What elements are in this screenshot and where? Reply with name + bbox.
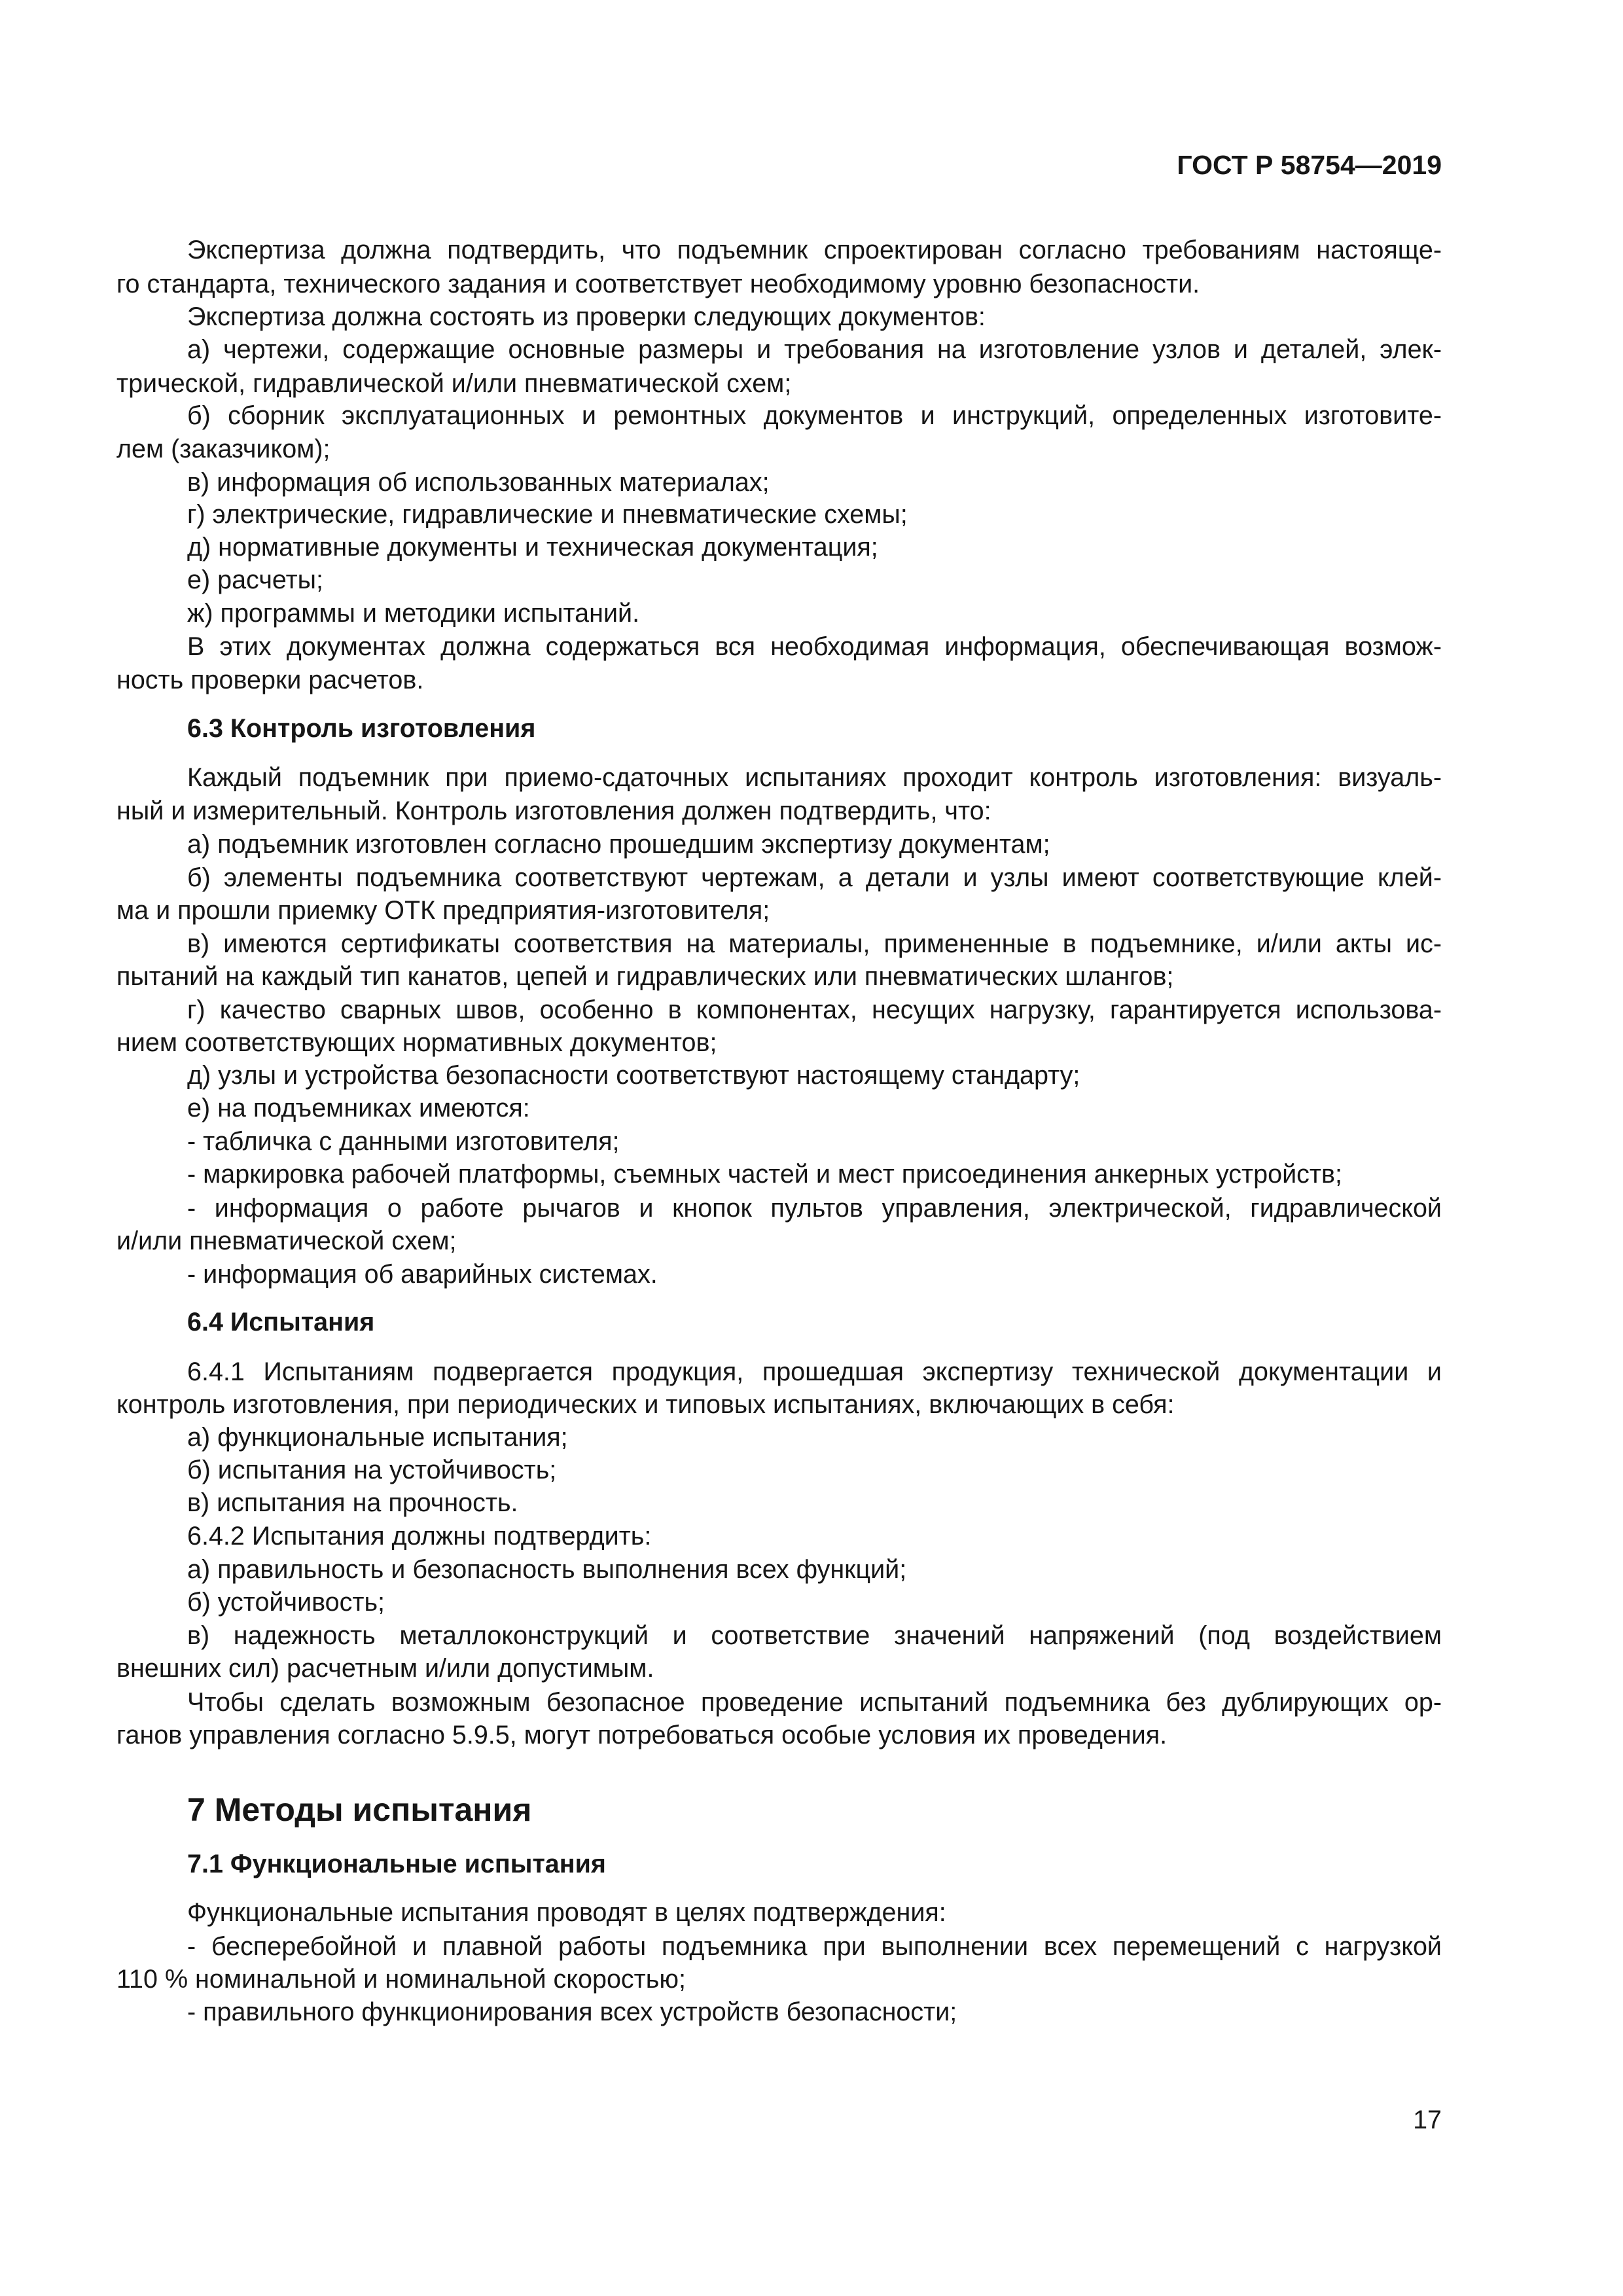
paragraph-line: ганов управления согласно 5.9.5, могут потребоваться особые условия их проведения. <box>116 1721 1168 1749</box>
paragraph-line: контроль изготовления, при периодических и типовых испытаниях, включающих в себя: <box>116 1390 1175 1419</box>
dash-item-line: и/или пневматической схем; <box>116 1227 457 1255</box>
list-item-line: б) сборник эксплуатационных и ремонтных документов и инструкций, определенных изготовите- <box>187 401 1442 430</box>
list-item-line: а) правильность и безопасность выполнения всех функций; <box>187 1555 907 1584</box>
dash-item-line: - информация о работе рычагов и кнопок пультов управления, электрической, гидравлической <box>187 1194 1442 1223</box>
dash-item-line: - правильного функционирования всех устройств безопасности; <box>187 1998 957 2026</box>
list-item-line: д) нормативные документы и техническая документация; <box>187 533 878 562</box>
paragraph-line: ный и измерительный. Контроль изготовления должен подтвердить, что: <box>116 797 991 825</box>
paragraph-line: Функциональные испытания проводят в целях подтверждения: <box>187 1898 946 1927</box>
list-item-line: а) подъемник изготовлен согласно прошедшим экспертизу документам; <box>187 830 1050 859</box>
list-item-line: б) элементы подъемника соответствуют чертежам, а детали и узлы имеют соответствующие клей- <box>187 863 1442 892</box>
list-item-line: е) на подъемниках имеются: <box>187 1094 530 1122</box>
list-item-line: пытаний на каждый тип канатов, цепей и гидравлических или пневматических шлангов; <box>116 962 1174 991</box>
list-item-line: в) имеются сертификаты соответствия на материалы, примененные в подъемнике, и/или акты ис- <box>187 929 1442 958</box>
list-item-line: а) функциональные испытания; <box>187 1423 568 1452</box>
section-heading: 7.1 Функциональные испытания <box>187 1850 606 1878</box>
dash-item-line: - табличка с данными изготовителя; <box>187 1127 620 1156</box>
paragraph-line: Экспертиза должна подтвердить, что подъемник спроектирован согласно требованиям настояще- <box>187 236 1442 264</box>
dash-item-line: 110 % номинальной и номинальной скоростью; <box>116 1965 686 1994</box>
list-item-line: а) чертежи, содержащие основные размеры и требования на изготовление узлов и деталей, элек- <box>187 335 1442 364</box>
paragraph-line: 6.4.1 Испытаниям подвергается продукция, прошедшая экспертизу технической документации и <box>187 1357 1442 1386</box>
list-item-line: ж) программы и методики испытаний. <box>187 599 640 628</box>
list-item-line: д) узлы и устройства безопасности соответствуют настоящему стандарту; <box>187 1061 1080 1090</box>
document-header: ГОСТ Р 58754—2019 <box>1177 150 1442 180</box>
list-item-line: трической, гидравлической и/или пневматической схем; <box>116 369 792 398</box>
page-number: 17 <box>1413 2106 1442 2134</box>
list-item-line: б) устойчивость; <box>187 1588 385 1617</box>
list-item-line: е) расчеты; <box>187 565 324 594</box>
list-item-line: г) качество сварных швов, особенно в компонентах, несущих нагрузку, гарантируется использова- <box>187 996 1442 1024</box>
paragraph-line: ность проверки расчетов. <box>116 666 424 694</box>
dash-item-line: - маркировка рабочей платформы, съемных частей и мест присоединения анкерных устройств; <box>187 1160 1342 1189</box>
dash-item-line: - информация об аварийных системах. <box>187 1260 658 1289</box>
paragraph-line: го стандарта, технического задания и соответствует необходимому уровню безопасности. <box>116 270 1200 298</box>
paragraph-line: 6.4.2 Испытания должны подтвердить: <box>187 1522 652 1551</box>
list-item-line: лем (заказчиком); <box>116 435 330 463</box>
list-item-line: внешних сил) расчетным и/или допустимым. <box>116 1654 654 1683</box>
paragraph-line: В этих документах должна содержаться вся необходимая информация, обеспечивающая возмож- <box>187 632 1442 661</box>
list-item-line: в) испытания на прочность. <box>187 1488 518 1517</box>
list-item-line: б) испытания на устойчивость; <box>187 1456 557 1484</box>
dash-item-line: - бесперебойной и плавной работы подъемника при выполнении всех перемещений с нагрузкой <box>187 1932 1442 1961</box>
paragraph-line: Чтобы сделать возможным безопасное проведение испытаний подъемника без дублирующих ор- <box>187 1688 1442 1717</box>
list-item-line: нием соответствующих нормативных документов; <box>116 1028 717 1057</box>
chapter-heading: 7 Методы испытания <box>187 1791 532 1828</box>
section-heading: 6.3 Контроль изготовления <box>187 714 536 743</box>
section-heading: 6.4 Испытания <box>187 1308 375 1336</box>
list-item-line: в) информация об использованных материалах; <box>187 468 770 497</box>
list-item-line: ма и прошли приемку ОТК предприятия-изготовителя; <box>116 896 770 925</box>
paragraph-line: Экспертиза должна состоять из проверки следующих документов: <box>187 302 986 331</box>
paragraph-line: Каждый подъемник при приемо-сдаточных испытаниях проходит контроль изготовления: визуаль- <box>187 763 1442 792</box>
list-item-line: в) надежность металлоконструкций и соответствие значений напряжений (под воздействием <box>187 1621 1442 1650</box>
list-item-line: г) электрические, гидравлические и пневматические схемы; <box>187 500 908 529</box>
